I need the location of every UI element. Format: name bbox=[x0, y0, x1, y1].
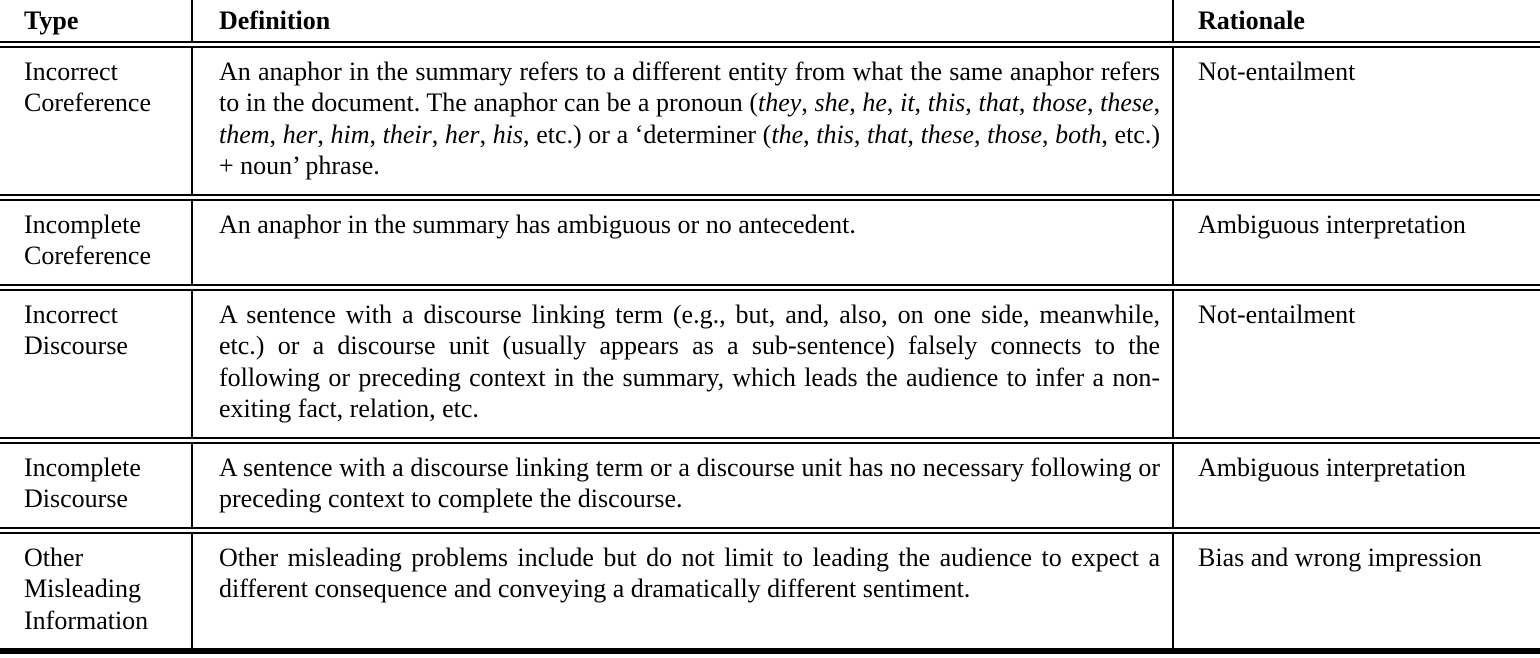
column-header-type: Type bbox=[24, 6, 79, 35]
definition-italic-term: their bbox=[382, 119, 432, 149]
table-body bbox=[0, 44, 1540, 651]
definition-text: , bbox=[479, 119, 493, 149]
column-header-rationale: Rationale bbox=[1198, 6, 1305, 35]
definition-italic-term: her bbox=[282, 119, 318, 149]
header-row bbox=[0, 0, 1540, 44]
table-row bbox=[0, 44, 1540, 197]
table-header bbox=[0, 0, 1540, 44]
definition-text: , etc.) or a ‘determiner ( bbox=[523, 119, 772, 149]
table-row bbox=[0, 440, 1540, 530]
rationale-cell: Ambiguous interpretation bbox=[1173, 197, 1540, 287]
definition-cell bbox=[192, 287, 1173, 440]
type-cell: Incorrect Discourse bbox=[0, 287, 192, 440]
definition-text: , bbox=[973, 119, 988, 149]
definition-text: An anaphor in the summary refers to a different entity from what the same anaphor refers to in the document. The anaphor can be a pronoun ( bbox=[219, 56, 1160, 117]
definition-italic-term: this bbox=[927, 88, 966, 117]
definition-text: , bbox=[369, 119, 383, 149]
definition-text: , bbox=[801, 88, 815, 117]
rationale-cell: Not-entailment bbox=[1173, 44, 1540, 197]
definition-text: , bbox=[1018, 88, 1033, 117]
definition-cell bbox=[192, 440, 1173, 530]
table-row bbox=[0, 530, 1540, 651]
definition-text: , bbox=[853, 119, 867, 149]
definition-text: , bbox=[803, 119, 817, 149]
type-cell: Other Misleading Information bbox=[0, 530, 192, 651]
definition-text: , bbox=[269, 119, 283, 149]
definition-text: , bbox=[431, 119, 445, 149]
definition-text: A sentence with a discourse linking term or a discourse unit has no necessary following or preceding context to complete the discourse. bbox=[219, 452, 1160, 513]
definition-text: , bbox=[1153, 88, 1161, 117]
definition-cell bbox=[192, 44, 1173, 197]
definition-text: , bbox=[914, 88, 928, 117]
type-cell: Incomplete Coreference bbox=[0, 197, 192, 287]
definition-italic-term: he bbox=[862, 88, 887, 117]
definition-italic-term: both bbox=[1055, 119, 1102, 149]
definition-text: , bbox=[907, 119, 921, 149]
rationale-cell: Not-entailment bbox=[1173, 287, 1540, 440]
column-header-definition: Definition bbox=[192, 0, 1173, 44]
definition-text: , bbox=[849, 88, 863, 117]
definition-italic-term: that bbox=[866, 119, 908, 149]
definition-text: , bbox=[317, 119, 331, 149]
definition-italic-term: them bbox=[219, 119, 270, 149]
definition-cell bbox=[192, 530, 1173, 651]
definition-italic-term: these bbox=[920, 119, 974, 149]
definition-italic-term: those bbox=[987, 119, 1043, 149]
table-row bbox=[0, 197, 1540, 287]
rationale-cell: Bias and wrong impression bbox=[1173, 530, 1540, 651]
rationale-cell: Ambiguous interpretation bbox=[1173, 440, 1540, 530]
definition-text: An anaphor in the summary has ambiguous or no antecedent. bbox=[219, 209, 856, 239]
definition-italic-term: the bbox=[771, 119, 804, 149]
definition-text: A sentence with a discourse linking term (e.g., but, and, also, on one side, meanwhile, etc.) or a discourse unit (usually appears as a sub-sentence) falsely connects to the following or preceding context in the summary, which leads the audience to infer a non-exiting fact, relation, etc. bbox=[219, 299, 1160, 423]
definition-text: , bbox=[886, 88, 901, 117]
definition-text: , bbox=[1042, 119, 1056, 149]
definition-text: , bbox=[965, 88, 979, 117]
table-row bbox=[0, 287, 1540, 440]
definition-text: , bbox=[1086, 88, 1101, 117]
definition-italic-term: these bbox=[1100, 88, 1154, 117]
definition-italic-term: this bbox=[816, 119, 854, 149]
definition-text: Other misleading problems include but do not limit to leading the audience to expect a different consequence and conveying a dramatically different sentiment. bbox=[219, 542, 1160, 603]
definition-cell bbox=[192, 197, 1173, 287]
definition-italic-term: she bbox=[814, 88, 850, 117]
definition-italic-term: that bbox=[978, 88, 1019, 117]
definition-italic-term: they bbox=[758, 88, 802, 117]
definition-italic-term: him bbox=[330, 119, 370, 149]
type-cell: Incorrect Coreference bbox=[0, 44, 192, 197]
definition-text: , etc.) + noun’ phrase. bbox=[219, 119, 1160, 180]
definition-italic-term: those bbox=[1032, 88, 1087, 117]
type-cell: Incomplete Discourse bbox=[0, 440, 192, 530]
definition-italic-term: it bbox=[900, 88, 915, 117]
definition-italic-term: his bbox=[492, 119, 524, 149]
definition-italic-term: her bbox=[444, 119, 480, 149]
